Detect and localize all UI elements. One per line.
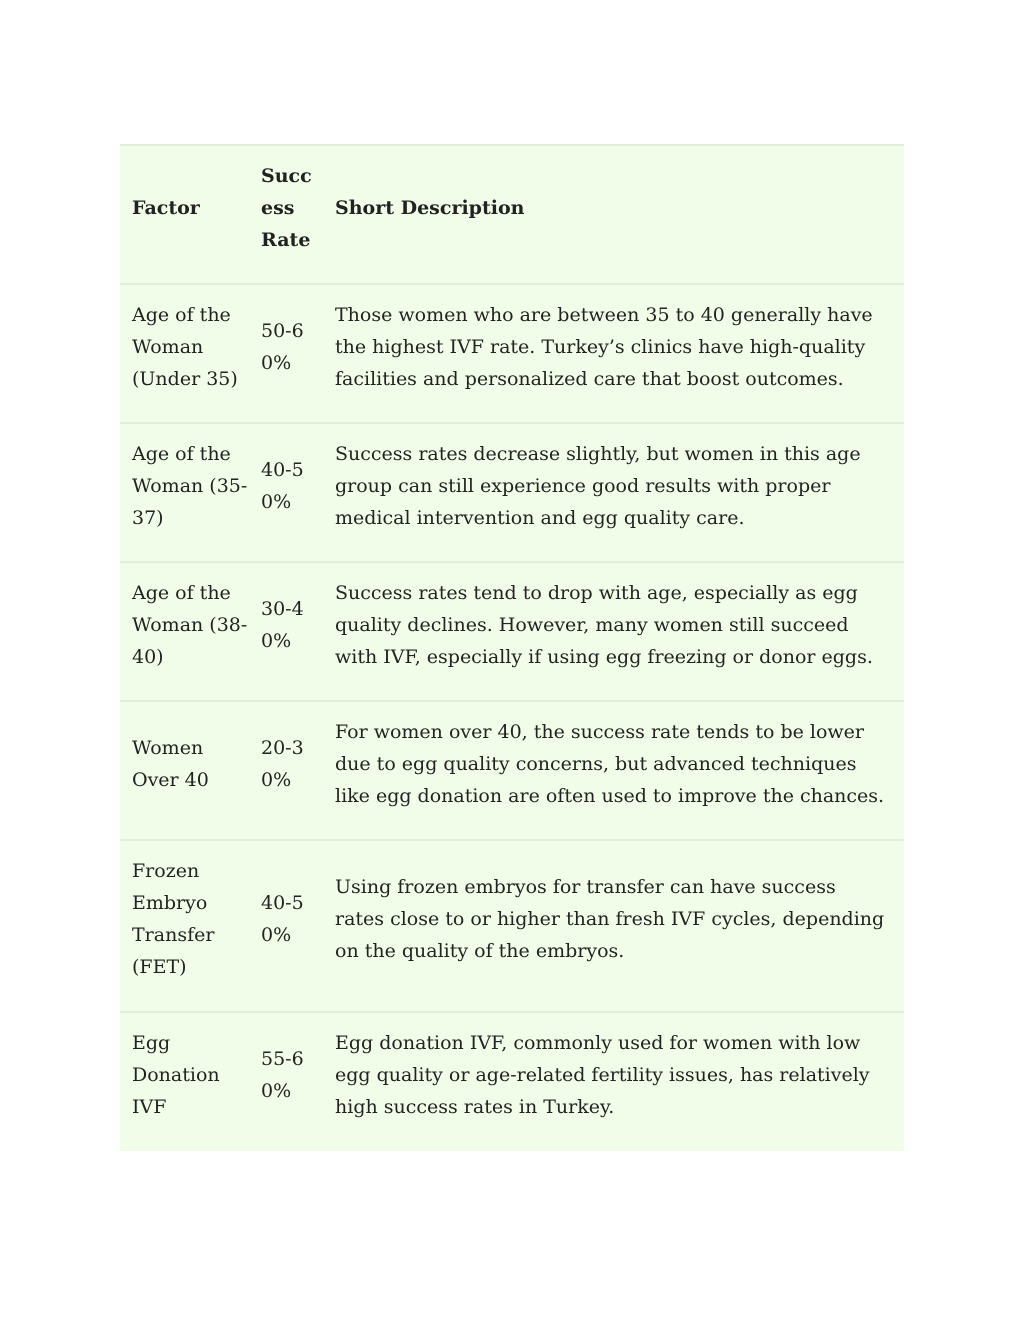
rate-cell: 20-30% bbox=[261, 736, 304, 791]
description-cell: For women over 40, the success rate tends to be lower due to egg quality concerns, but advanced techniques like egg donation are often used to improve the chances. bbox=[335, 720, 885, 807]
table-row bbox=[120, 423, 904, 562]
factor-cell: Age of the Woman (38-40) bbox=[132, 581, 248, 668]
header-success-rate: Success Rate bbox=[261, 164, 312, 251]
header-short-description: Short Description bbox=[335, 196, 525, 219]
table-row bbox=[120, 701, 904, 840]
factor-cell: Frozen Embryo Transfer (FET) bbox=[132, 860, 215, 978]
header-factor: Factor bbox=[132, 196, 200, 219]
rate-cell: 40-50% bbox=[261, 458, 304, 513]
table-row bbox=[120, 284, 904, 423]
description-cell: Using frozen embryos for transfer can have success rates close to or higher than fresh IVF cycles, depending on the quality of the embryos. bbox=[335, 876, 885, 962]
table-row bbox=[120, 1012, 904, 1151]
rate-cell: 55-60% bbox=[261, 1048, 304, 1102]
rate-cell: 30-40% bbox=[261, 597, 304, 652]
factor-cell: Age of the Woman (35-37) bbox=[132, 442, 248, 529]
factor-cell: Women Over 40 bbox=[132, 736, 209, 791]
table-row bbox=[120, 840, 904, 1012]
description-cell: Success rates decrease slightly, but women in this age group can still experience good results with proper medical intervention and egg quality care. bbox=[335, 442, 861, 529]
description-cell: Success rates tend to drop with age, especially as egg quality declines. However, many women still succeed with IVF, especially if using egg freezing or donor eggs. bbox=[335, 581, 873, 668]
description-cell: Egg donation IVF, commonly used for women with low egg quality or age-related fertility issues, has relatively high success rates in Turkey. bbox=[335, 1032, 870, 1118]
factor-cell: Age of the Woman (Under 35) bbox=[132, 303, 238, 390]
rate-cell: 50-60% bbox=[261, 319, 304, 374]
description-cell: Those women who are between 35 to 40 generally have the highest IVF rate. Turkey’s clinics have high-quality facilities and personalized care that boost outcomes. bbox=[335, 303, 873, 390]
success-rate-table bbox=[120, 144, 904, 1151]
success-rate-table-container bbox=[120, 144, 904, 1151]
factor-cell: Egg Donation IVF bbox=[132, 1032, 220, 1118]
table-row bbox=[120, 562, 904, 701]
rate-cell: 40-50% bbox=[261, 892, 304, 946]
table-header-row bbox=[120, 145, 904, 284]
